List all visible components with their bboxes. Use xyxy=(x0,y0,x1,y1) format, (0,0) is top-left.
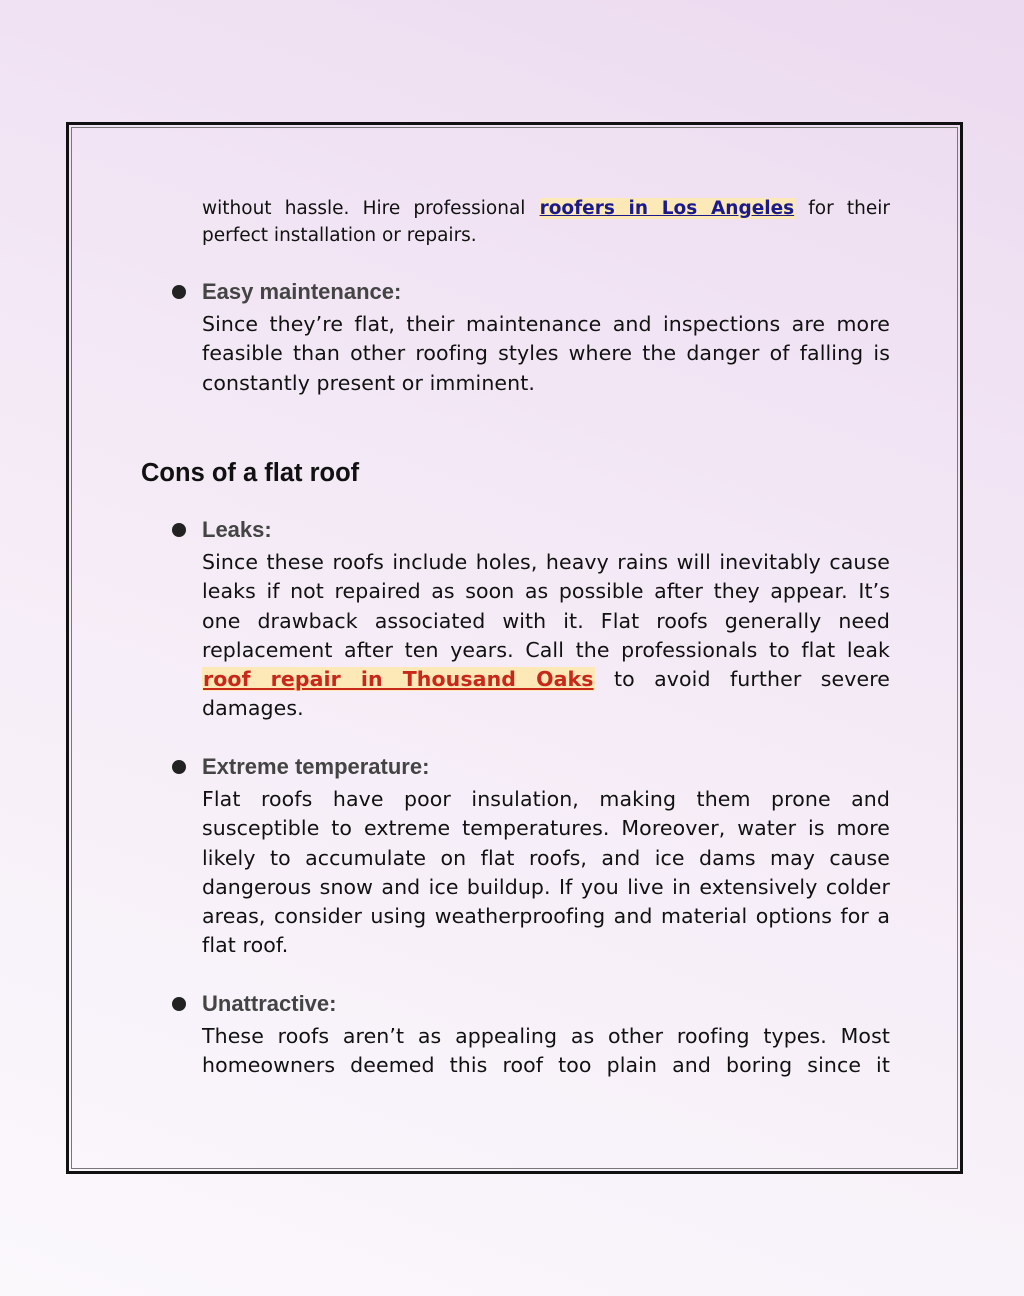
leaks-heading: Leaks: xyxy=(202,517,272,542)
easy-maintenance-text: Since they’re flat, their maintenance and inspections are more feasible than other roofing styles where the danger of falling is constantly present or imminent. xyxy=(202,312,890,395)
bullet-icon xyxy=(172,285,186,299)
easy-maintenance-heading: Easy maintenance: xyxy=(202,279,402,304)
unattractive-heading: Unattractive: xyxy=(202,991,337,1016)
intro-text-before: without hassle. Hire professional xyxy=(202,198,539,219)
bullet-icon xyxy=(172,523,186,537)
extreme-temperature-text: Flat roofs have poor insulation, making them prone and susceptible to extreme temperatures. Moreover, water is more likely to accumulate on flat roofs, and ice dams may cause dangerous snow and ice buildup. If you live in extensively colder areas, consider using weatherproofing and material options for a flat roof. xyxy=(202,787,890,958)
roofers-los-angeles-link[interactable]: roofers in Los Angeles xyxy=(539,198,795,219)
page-frame xyxy=(66,122,963,1174)
leaks-paragraph xyxy=(202,548,890,724)
leaks-text-after: to avoid further severe damages. xyxy=(202,667,890,721)
unattractive-text: These roofs aren’t as appealing as other roofing types. Most homeowners deemed this roof too plain and boring since it xyxy=(202,1024,890,1078)
intro-text-after: for their perfect installation or repairs. xyxy=(202,198,890,246)
bullet-icon xyxy=(172,997,186,1011)
intro-paragraph xyxy=(202,195,890,249)
cons-section-heading: Cons of a flat roof xyxy=(141,459,360,487)
roof-repair-thousand-oaks-link[interactable]: roof repair in Thousand Oaks xyxy=(203,667,594,692)
bullet-icon xyxy=(172,760,186,774)
extreme-temperature-heading: Extreme temperature: xyxy=(202,754,430,779)
leaks-text-before: Since these roofs include holes, heavy rains will inevitably cause leaks if not repaired as soon as possible after they appear. It’s one drawback associated with it. Flat roofs generally need replacement after ten years. Call the professionals to flat leak xyxy=(202,550,890,662)
